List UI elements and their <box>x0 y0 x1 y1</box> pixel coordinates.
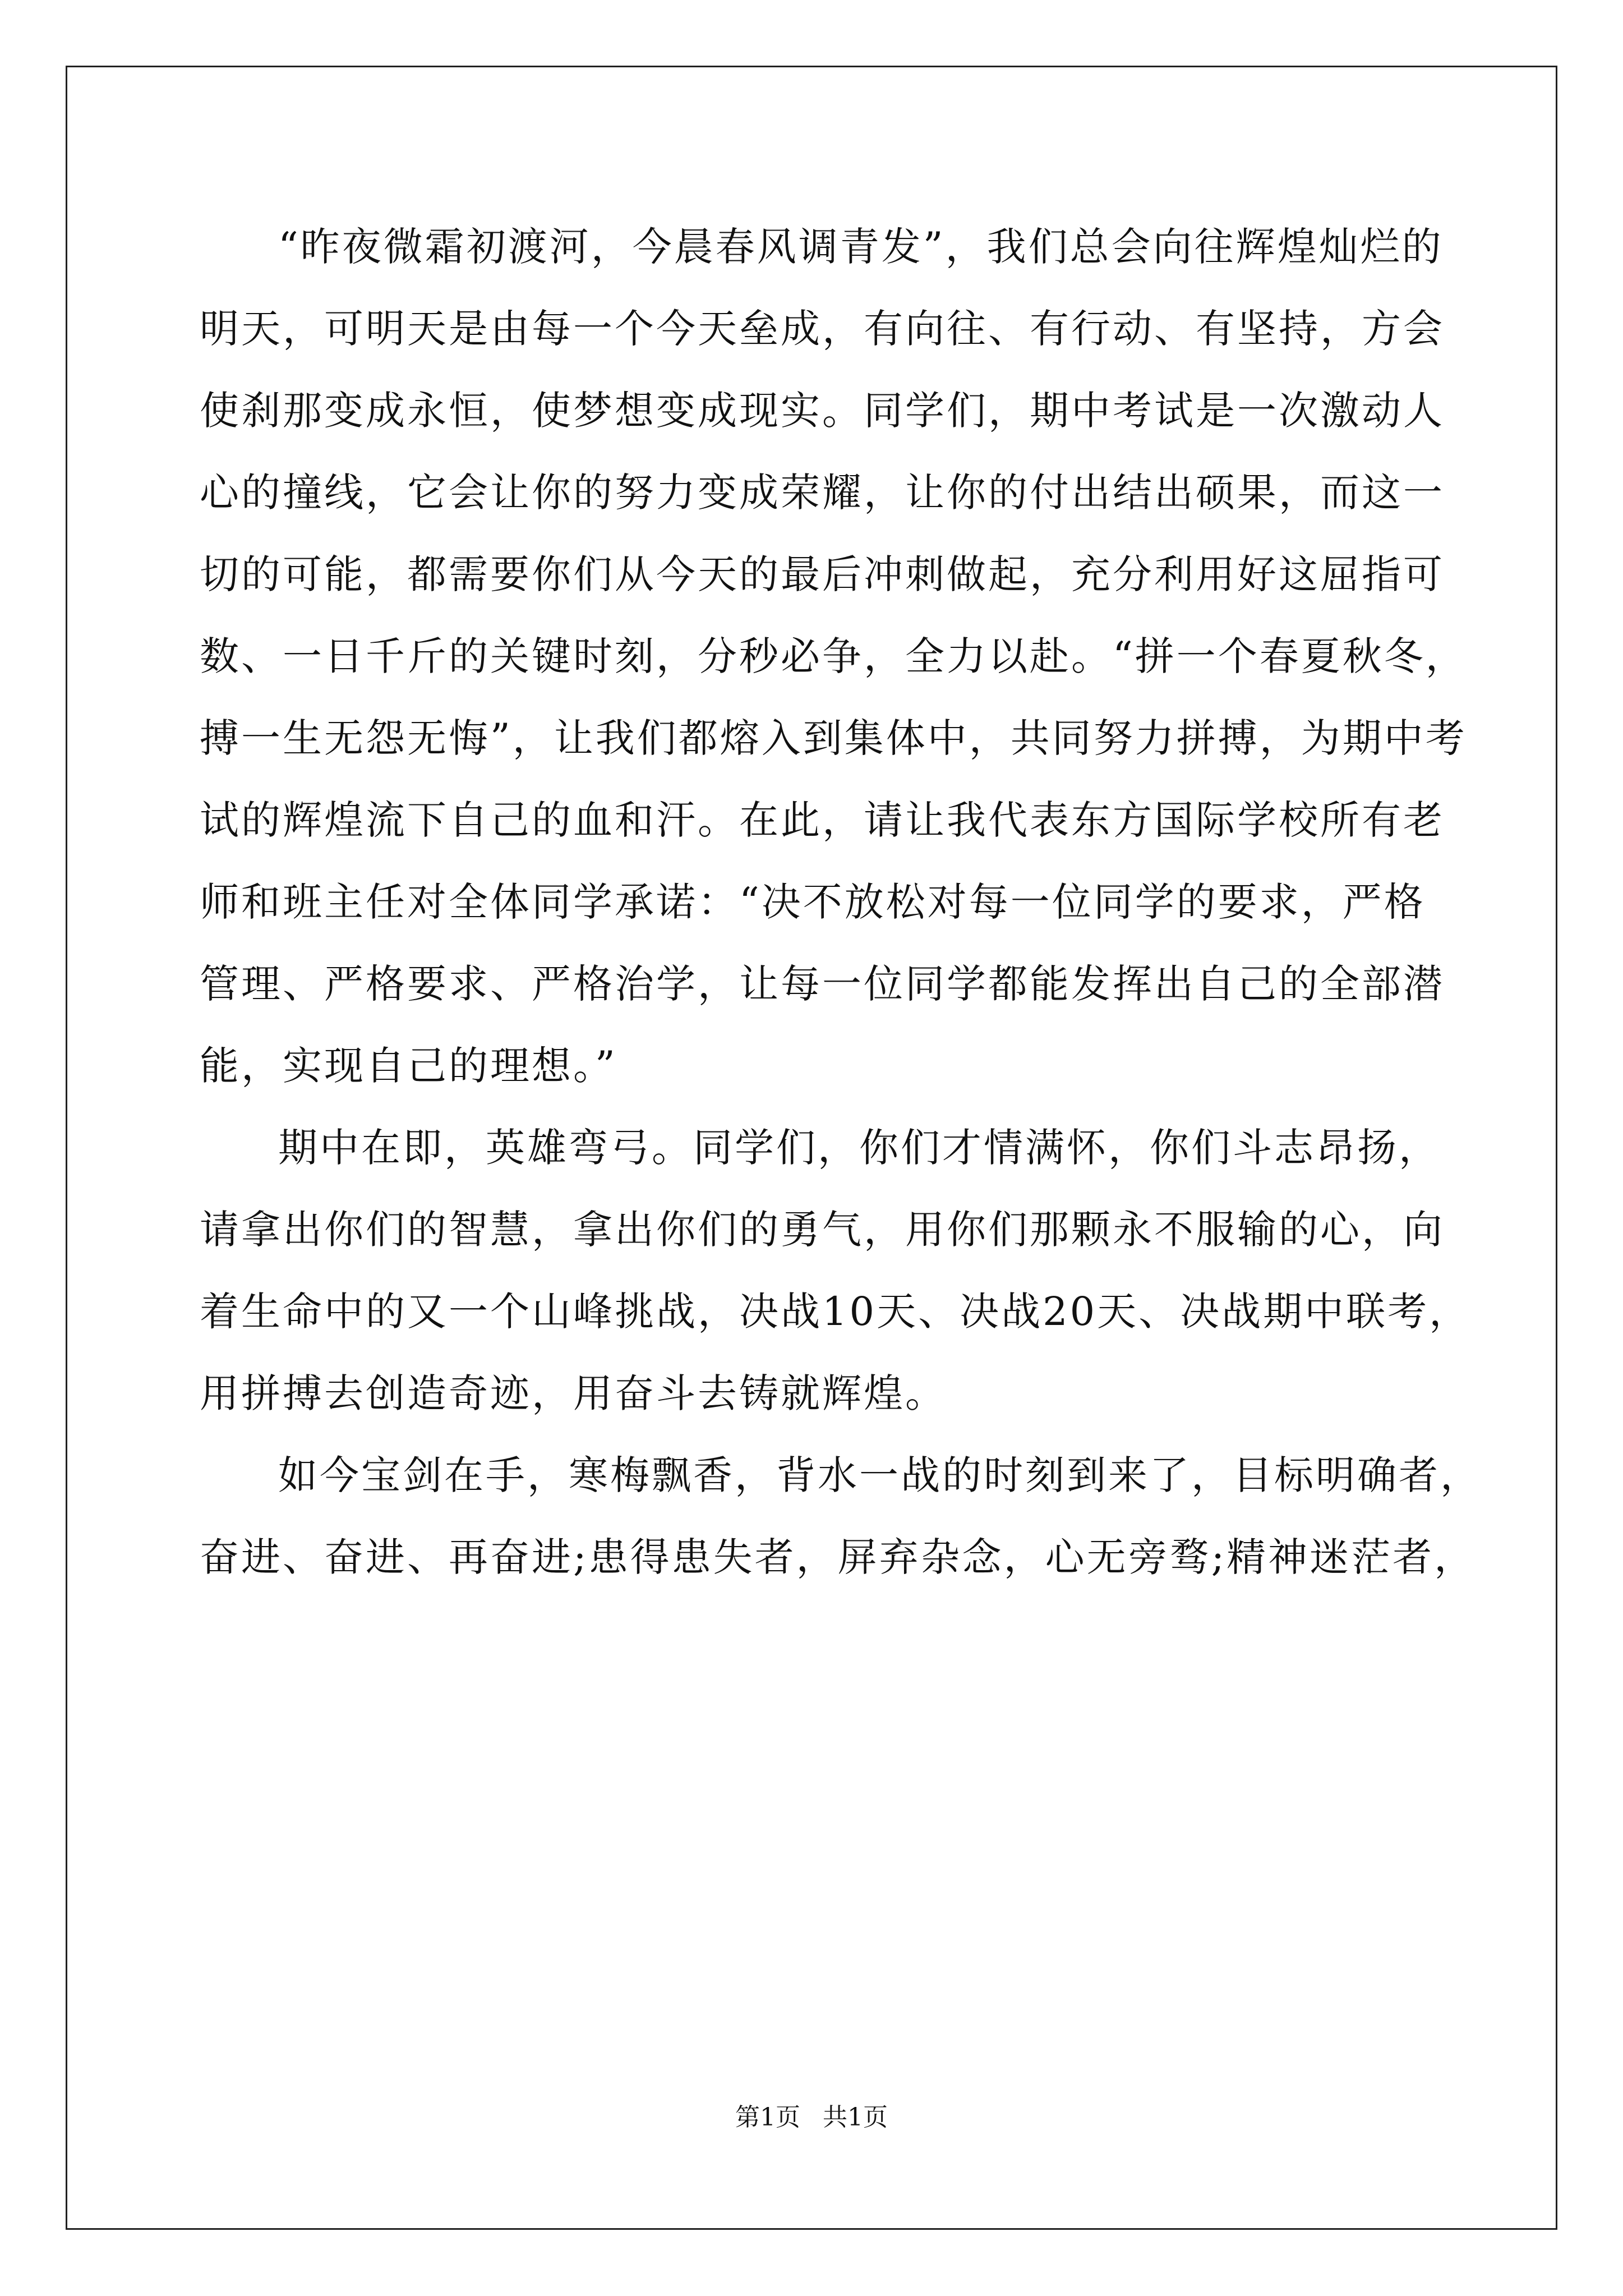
page-number: 第1页 <box>735 2103 800 2132</box>
text-line: 搏一生无怨无悔”，让我们都熔入到集体中，共同努力拼搏，为期中考 <box>200 715 1467 761</box>
text-line: 管理、严格要求、严格治学，让每一位同学都能发挥出自己的全部潜 <box>200 961 1445 1007</box>
text-line: 心的撞线，它会让你的努力变成荣耀，让你的付出结出硕果，而这一 <box>200 470 1445 516</box>
text-line: 用拼搏去创造奇迹，用奋斗去铸就辉煌。 <box>200 1370 947 1416</box>
page-total: 共1页 <box>823 2103 888 2132</box>
text-line: 请拿出你们的智慧，拿出你们的勇气，用你们那颗永不服输的心，向 <box>200 1207 1445 1253</box>
text-line: 明天，可明天是由每一个今天垒成，有向往、有行动、有坚持，方会 <box>200 306 1445 352</box>
text-line: 期中在即，英雄弯弓。同学们，你们才情满怀，你们斗志昂扬， <box>278 1125 1440 1171</box>
page-footer <box>0 2101 1623 2134</box>
text-line: 试的辉煌流下自己的血和汗。在此，请让我代表东方国际学校所有老 <box>200 797 1445 843</box>
text-line: 数、一日千斤的关键时刻，分秒必争，全力以赴。“拼一个春夏秋冬， <box>200 633 1467 679</box>
text-line: “昨夜微霜初渡河，今晨春风调青发”，我们总会向往辉煌灿烂的 <box>278 224 1444 270</box>
text-line: 使刹那变成永恒，使梦想变成现实。同学们，期中考试是一次激动人 <box>200 388 1445 434</box>
text-line: 奋进、奋进、再奋进;患得患失者，屏弃杂念，心无旁骛;精神迷茫者， <box>200 1534 1476 1580</box>
text-line: 着生命中的又一个山峰挑战，决战10天、决战20天、决战期中联考， <box>200 1289 1471 1335</box>
text-line: 能，实现自己的理想。” <box>200 1043 617 1089</box>
text-line: 如今宝剑在手，寒梅飘香，背水一战的时刻到来了，目标明确者， <box>278 1452 1482 1498</box>
text-line: 切的可能，都需要你们从今天的最后冲刺做起，充分利用好这屈指可 <box>200 551 1445 597</box>
text-line: 师和班主任对全体同学承诺：“决不放松对每一位同学的要求，严格 <box>200 879 1426 925</box>
